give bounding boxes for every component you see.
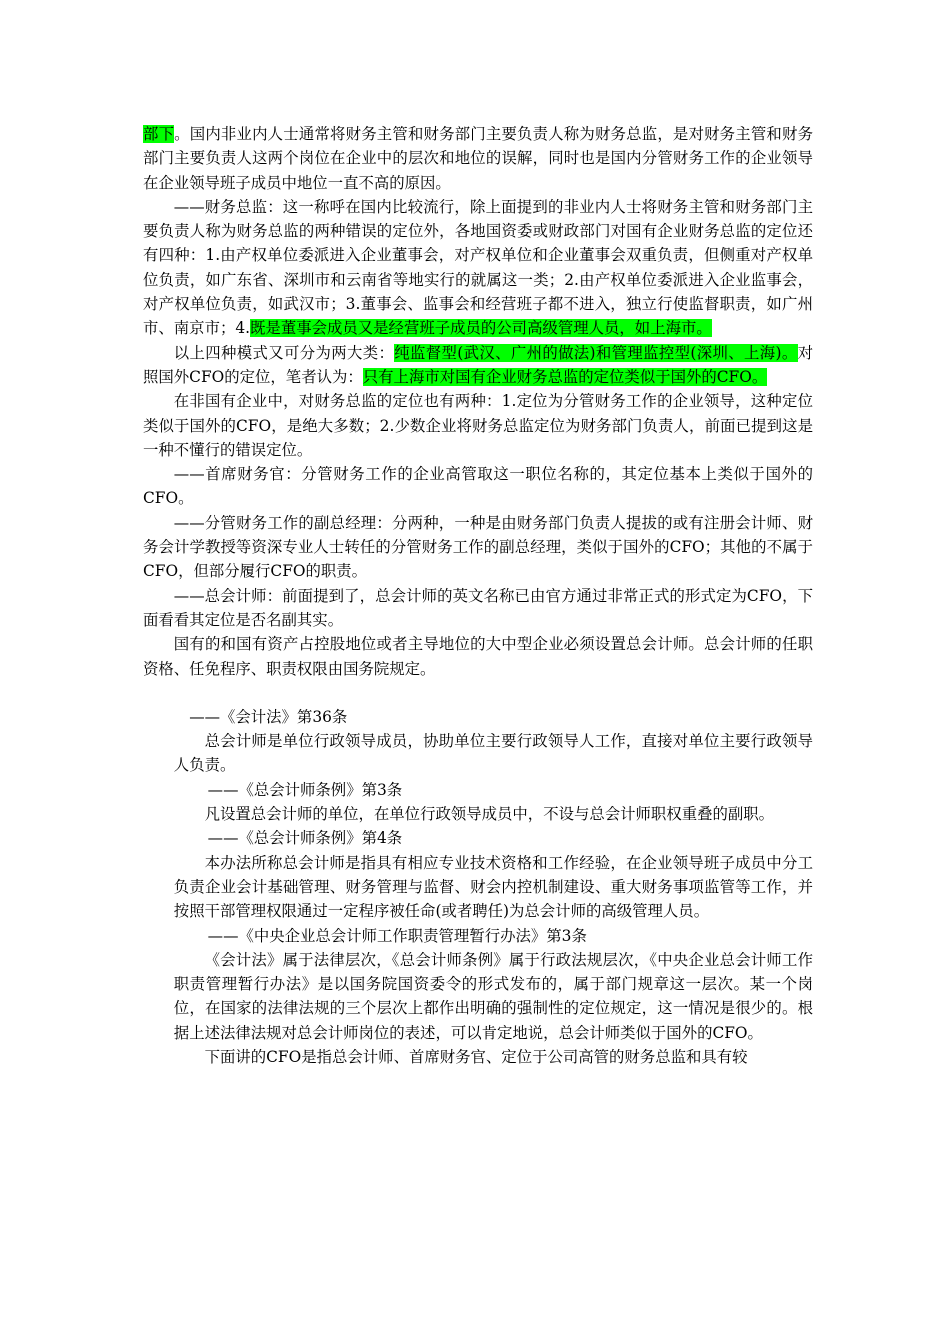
paragraph-7: ——总会计师：前面提到了，总会计师的英文名称已由官方通过非常正式的形式定为CFO，下面看看其定位是否名副其实。 (143, 586, 813, 629)
highlighted-text: 只有上海市对国有企业财务总监的定位类似于国外的CFO。 (362, 367, 768, 386)
paragraph-text: 。国内非业内人士通常将财务主管和财务部门主要负责人称为财务总监，是对财务主管和财务部门主要负责人这两个岗位在企业中的层次和地位的误解，同时也是国内分管财务工作的企业领导在企业领导班子成员中地位一直不高的原因。 (143, 125, 813, 192)
paragraph-text: 以上四种模式又可分为两大类： (173, 343, 395, 362)
paragraph-2 (143, 195, 813, 341)
paragraph-5: ——首席财务官：分管财务工作的企业高管取这一职位名称的，其定位基本上类似于国外的CFO。 (143, 465, 813, 508)
highlighted-text: 纯监督型(武汉、广州的做法)和管理监控型(深圳、上海)。 (394, 343, 798, 362)
highlighted-text: 既是董事会成员又是经营班子成员的公司高级管理人员，如上海市。 (250, 319, 712, 338)
quote-paragraph: 总会计师是单位行政领导成员，协助单位主要行政领导人工作，直接对单位主要行政领导人负责。 (173, 732, 813, 775)
quote-paragraph: 《会计法》属于法律层次，《总会计师条例》属于行政法规层次，《中央企业总会计师工作职责管理暂行办法》是以国务院国资委令的形式发布的，属于部门规章这一层次。某一个岗位，在国家的法律法规的三个层次上都作出明确的强制性的定位规定，这一情况是很少的。根据上述法律法规对总会计师岗位的表述，可以肯定地说，总会计师类似于国外的CFO。 (173, 950, 813, 1042)
quote-paragraph: 下面讲的CFO是指总会计师、首席财务官、定位于公司高管的财务总监和具有较 (204, 1047, 748, 1066)
paragraph-text: 对照国外CFO的定位，笔者认为： (143, 343, 813, 386)
paragraph-1 (143, 122, 813, 195)
source-citation: ——《会计法》第36条 (189, 707, 348, 726)
paragraph-4: 在非国有企业中，对财务总监的定位也有两种：1.定位为分管财务工作的企业领导，这种定位类似于国外的CFO，是绝大多数；2.少数企业将财务总监定位为财务部门负责人，前面已提到这是一种不懂行的错误定位。 (143, 392, 813, 459)
source-citation: ——《总会计师条例》第4条 (207, 829, 403, 848)
source-citation: ——《中央企业总会计师工作职责管理暂行办法》第3条 (207, 926, 587, 945)
paragraph-6: ——分管财务工作的副总经理：分两种，一种是由财务部门负责人提拔的或有注册会计师、财务会计学教授等资深专业人士转任的分管财务工作的副总经理，类似于国外的CFO；其他的不属于CFO，但部分履行CFO的职责。 (143, 513, 813, 581)
document-body (143, 122, 813, 1069)
quote-paragraph: 本办法所称总会计师是指具有相应专业技术资格和工作经验，在企业领导班子成员中分工负责企业会计基础管理、财务管理与监督、财会内控机制建设、重大财务事项监管等工作，并按照干部管理权限通过一定程序被任命(或者聘任)为总会计师的高级管理人员。 (173, 853, 813, 921)
paragraph-text: ——财务总监：这一称呼在国内比较流行，除上面提到的非业内人士将财务主管和财务部门主要负责人称为财务总监的两种错误的定位外，各地国资委或财政部门对国有企业财务总监的定位还有四种：1.由产权单位委派进入企业董事会，对产权单位和企业董事会双重负责，但侧重对产权单位负责，如广东省、深圳市和云南省等地实行的就属这一类；2.由产权单位委派进入企业监事会，对产权单位负责，如武汉市；3.董事会、监事会和经营班子都不进入，独立行使监督职责，如广州市、南京市；4. (143, 197, 813, 338)
paragraph-8: 国有的和国有资产占控股地位或者主导地位的大中型企业必须设置总会计师。总会计师的任职资格、任免程序、职责权限由国务院规定。 (143, 635, 813, 678)
paragraph-3 (143, 341, 813, 390)
source-citation: ——《总会计师条例》第3条 (207, 780, 403, 799)
highlighted-text: 部下 (143, 125, 175, 143)
quote-paragraph: 凡设置总会计师的单位，在单位行政领导成员中，不设与总会计师职权重叠的副职。 (204, 805, 775, 824)
blank-line (143, 681, 813, 705)
